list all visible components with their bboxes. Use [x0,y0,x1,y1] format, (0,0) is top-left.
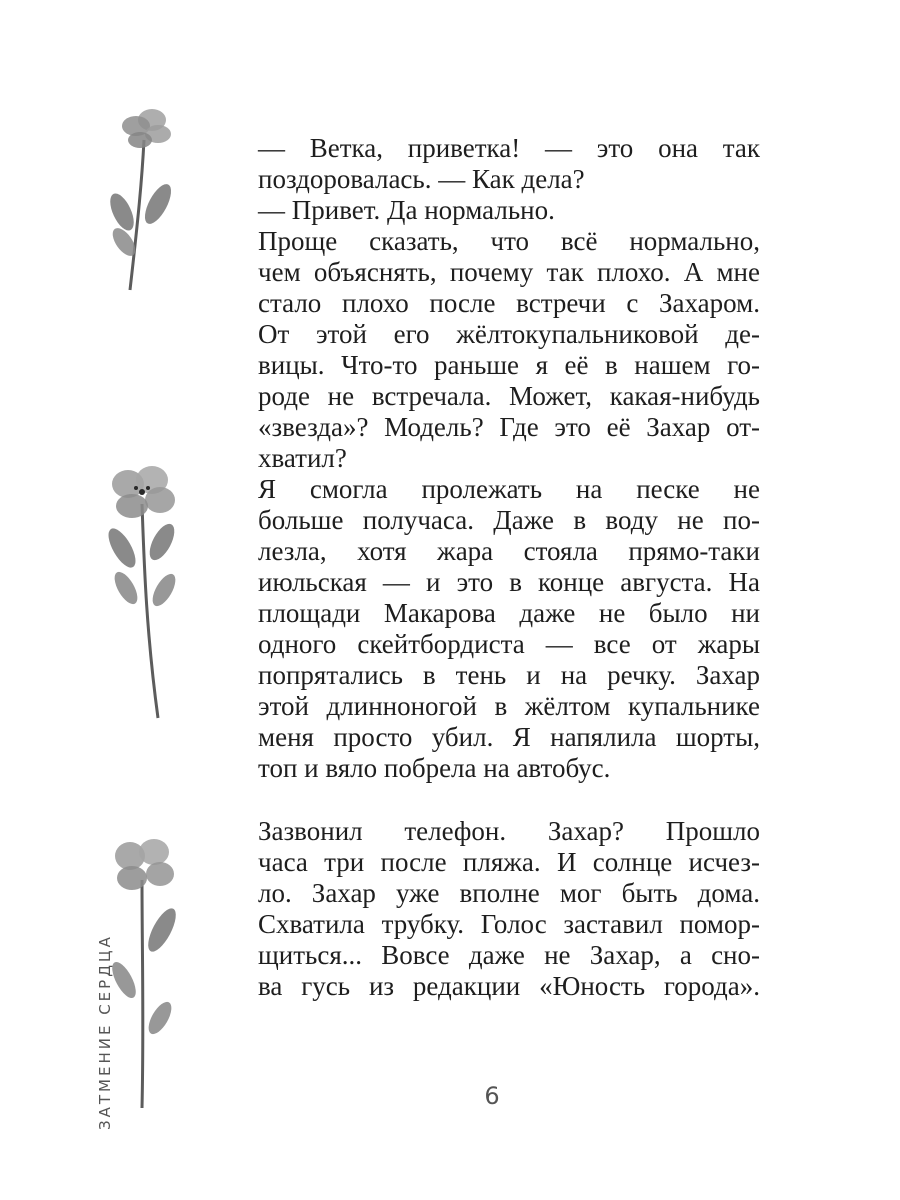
paragraph [226,226,760,474]
text-line: ва гусь из редакции «Юность города». [258,971,760,1001]
text-line: хватил? [258,443,347,473]
text-line: щиться... Вовсе даже не Захар, а сно- [258,940,760,970]
text-line: попрятались в тень и на речку. Захар [258,660,760,690]
text-line: топ и вяло побрела на автобус. [258,753,611,783]
paragraph [226,133,760,195]
text-line: роде не встречала. Может, какая-нибудь [258,381,760,411]
text-line: Я смогла пролежать на песке не [258,474,760,504]
text-line: поздоровалась. — Как дела? [258,164,585,194]
text-line: От этой его жёлтокупальниковой де- [258,319,760,349]
text-line: одного скейтбордиста — все от жары [258,629,760,659]
text-line: часа три после пляжа. И солнце исчез- [258,847,760,877]
text-line: больше получаса. Даже в воду не по- [258,505,760,535]
text-line: этой длинноногой в жёлтом купальнике [258,691,760,721]
running-title: ЗАТМЕНИЕ СЕРДЦА [96,934,114,1130]
text-line: вицы. Что-то раньше я её в нашем го- [258,350,760,380]
text-line: ло. Захар уже вполне мог быть дома. [258,878,760,908]
text-line: Схватила трубку. Голос заставил помор- [258,909,760,939]
text-line: — Ветка, приветка! — это она так [258,133,760,163]
text-line: — Привет. Да нормально. [258,195,555,225]
paragraph [226,474,760,784]
main-text [226,133,760,1002]
text-line: лезла, хотя жара стояла прямо-таки [258,536,760,566]
text-line: «звезда»? Модель? Где это её Захар от- [258,412,760,442]
text-line: Зазвонил телефон. Захар? Прошло [258,816,760,846]
text-line: чем объяснять, почему так плохо. А мне [258,257,760,287]
text-line: стало плохо после встречи с Захаром. [258,288,760,318]
text-line: июльская — и это в конце августа. На [258,567,760,597]
text-line: Проще сказать, что всё нормально, [258,226,760,256]
flower-illustration-middle [100,460,190,720]
paragraph [226,195,760,226]
text-line: площади Макарова даже не было ни [258,598,760,628]
scene-break [226,784,760,816]
page-number: 6 [484,1082,500,1110]
paragraph [226,816,760,1002]
text-line: меня просто убил. Я напялила шорты, [258,722,760,752]
flower-illustration-top [92,100,188,300]
